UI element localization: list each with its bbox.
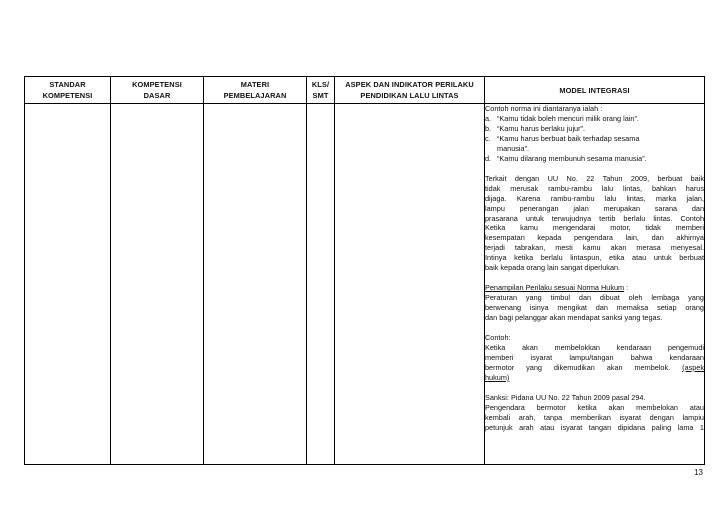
intro-text: Contoh norma ini diantaranya ialah : <box>485 104 603 113</box>
paragraph-contoh: Ketika akan membelokkan kendaraan pengemudi memberi isyarat lampu/tangan bahwa kendaraan bermotor yang dikemudikan akan membelok. (aspek hukum) <box>485 343 704 382</box>
list-item: d. “Kamu dilarang membunuh sesama manusia”. <box>485 153 647 163</box>
list-item: a. “Kamu tidak boleh mencuri milik orang lain”. <box>485 113 639 123</box>
hukum-heading: Penampilan Perilaku sesuai Norma Hukum : <box>485 283 629 293</box>
sanksi-text: Sanksi: Pidana UU No. 22 Tahun 2009 pasal 294. <box>485 392 646 402</box>
table-row <box>25 104 705 465</box>
cell-aspek-indikator <box>335 104 485 465</box>
list-item: b. “Kamu harus berlaku jujur”. <box>485 123 586 133</box>
list-item: c. “Kamu harus berbuat baik terhadap sesama <box>485 133 640 143</box>
cell-standar-kompetensi <box>25 104 111 465</box>
header-model-integrasi: MODEL INTEGRASI <box>485 77 705 104</box>
cell-kompetensi-dasar <box>111 104 204 465</box>
header-standar-kompetensi: STANDAR KOMPETENSI <box>25 77 111 104</box>
header-kompetensi-dasar: KOMPETENSI DASAR <box>111 77 204 104</box>
paragraph-etika: Terkait dengan UU No. 22 Tahun 2009, berbuat baik tidak merusak rambu-rambu lalu lintas, bahkan harus dijaga. Karena rambu-rambu lalu lintas, marka jalan, lampu penerangan jalan merupakan sarana dan prasarana untuk terwujudnya tertib berlalu lintas. Contoh Ketika kamu mengendarai motor, tidak memberi kesempatan kepada pengendara lain, dan akhirnya terjadi tabrakan, mesti kamu akan merasa menyesal. Intinya ketika berlalu lintaspun, etika atau untuk berbuat baik kepada orang lain sangat diperlukan. <box>485 173 704 273</box>
paragraph-sanksi: Pengendara bermotor ketika akan membelokan atau kembali arah, tanpa memberikan isyarat dengan lampiu petunjuk arah atau isyarat tangan dipidana paling lama 1 <box>485 402 704 432</box>
table-header-row <box>25 77 705 104</box>
header-aspek-indikator: ASPEK DAN INDIKATOR PERILAKU PENDIDIKAN LALU LINTAS <box>335 77 485 104</box>
header-materi-pembelajaran: MATERI PEMBELAJARAN <box>204 77 307 104</box>
paragraph-hukum: Peraturan yang timbul dan dibuat oleh lembaga yang berwenang isinya mengikat dan memaksa setiap orang dan bagi pelanggar akan mendapat sanksi yang tegas. <box>485 293 704 323</box>
contoh-label: Contoh: <box>485 333 511 343</box>
header-kls-smt: KLS/ SMT <box>307 77 335 104</box>
page-number: 13 <box>694 468 703 477</box>
aspek-hukum-tag-cont: hukum) <box>485 372 510 382</box>
norm-list <box>485 114 704 164</box>
curriculum-table <box>24 76 705 465</box>
list-item: manusia”. <box>497 143 530 153</box>
cell-materi-pembelajaran <box>204 104 307 465</box>
cell-kls-smt <box>307 104 335 465</box>
aspek-hukum-tag: (aspek <box>682 362 704 372</box>
cell-model-integrasi <box>485 104 705 465</box>
